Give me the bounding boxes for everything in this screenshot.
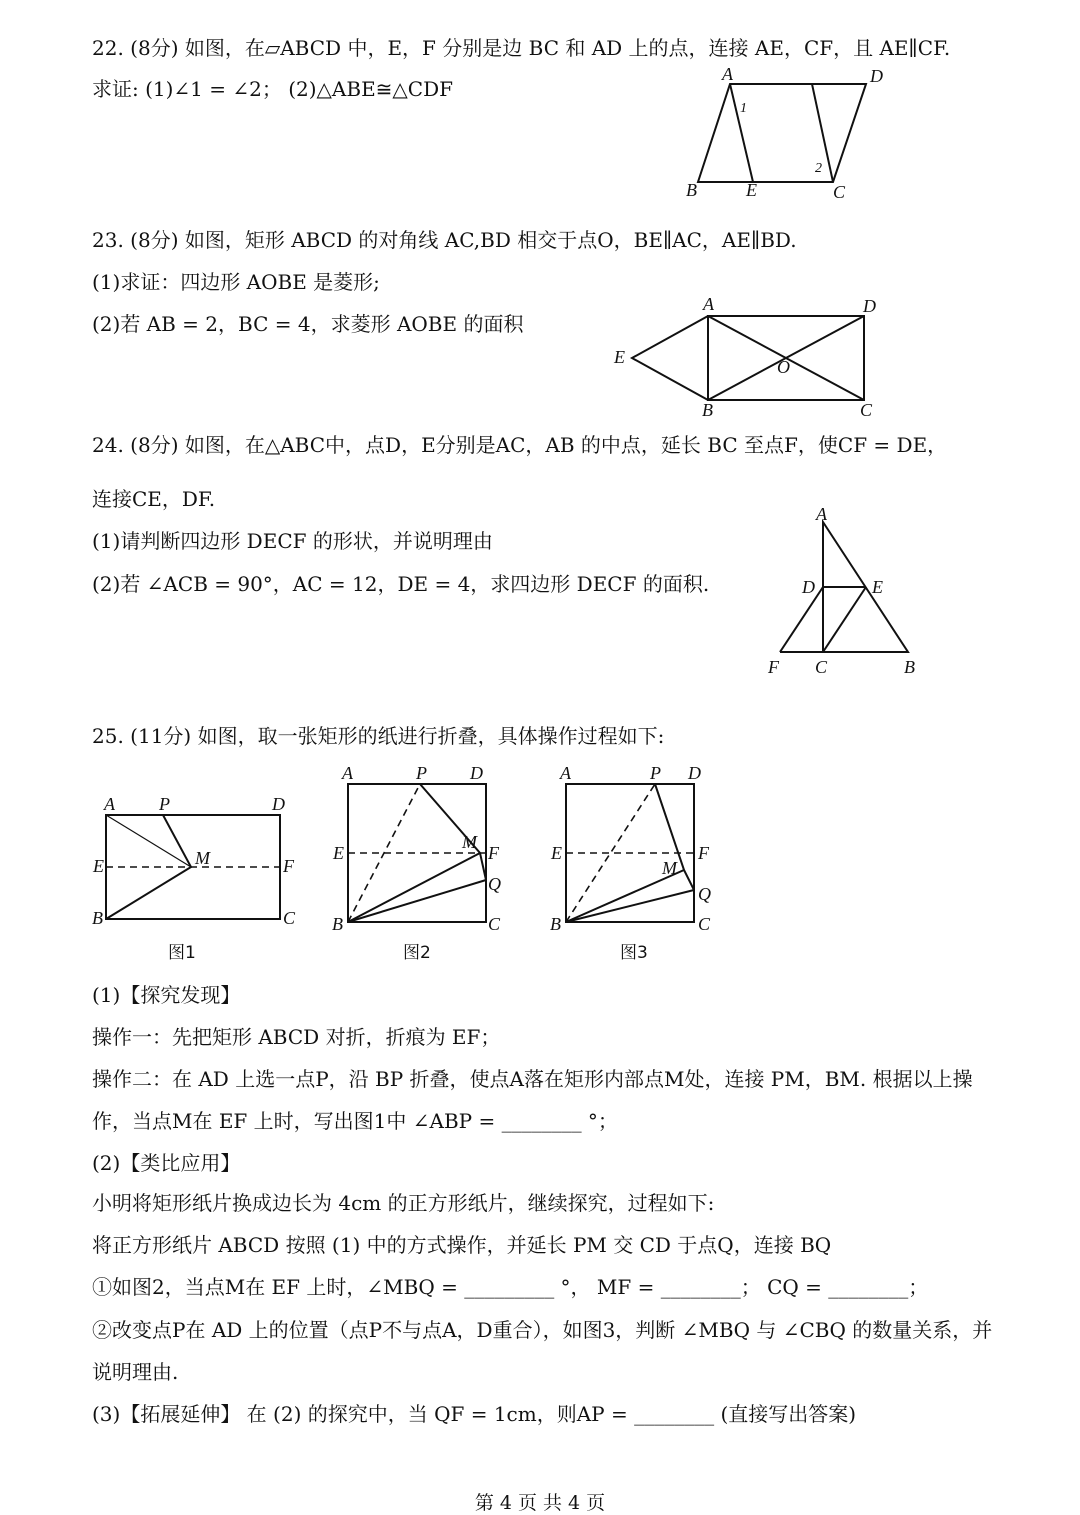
q25-s2a: 小明将矩形纸片换成边长为 4cm 的正方形纸片，继续探究，过程如下:	[92, 1191, 715, 1215]
q25-figure-1	[88, 790, 308, 970]
segments-ae-be	[632, 316, 708, 400]
q25-op2b: 作，当点M在 EF 上时，写出图1中 ∠ABP = ________ °；	[92, 1109, 618, 1133]
label-f: F	[698, 843, 709, 863]
label-b: B	[904, 657, 915, 677]
figure-2-caption: 图2	[403, 943, 431, 963]
label-f: F	[768, 657, 779, 677]
label-c: C	[860, 400, 873, 420]
label-e: E	[872, 577, 883, 597]
label-d: D	[802, 577, 815, 597]
label-c: C	[283, 908, 296, 928]
label-p: P	[650, 763, 661, 783]
q25-s2e: 说明理由.	[92, 1360, 179, 1384]
label-c: C	[488, 914, 501, 934]
q25-s3: (3)【拓展延伸】 在 (2) 的探究中，当 QF = 1cm，则AP = ________ (直接写出答案)	[92, 1402, 857, 1426]
label-d: D	[272, 794, 285, 814]
label-b: B	[702, 400, 713, 420]
q24-part1: (1)请判断四边形 DECF 的形状，并说明理由	[92, 529, 493, 553]
label-d: D	[863, 296, 876, 316]
label-f: F	[283, 856, 294, 876]
label-o: O	[777, 357, 790, 377]
q24-line1: 24. (8分) 如图，在△ABC中，点D，E分别是AC，AB 的中点，延长 BC 至点F，使CF = DE，	[92, 433, 948, 457]
label-e: E	[333, 843, 344, 863]
q25-s2c: ①如图2，当点M在 EF 上时，∠MBQ = _________ °， MF = ________； CQ = ________；	[92, 1275, 929, 1299]
label-m: M	[662, 858, 677, 878]
q22-line1: 22. (8分) 如图，在▱ABCD 中，E，F 分别是边 BC 和 AD 上的点，连接 AE，CF，且 AE∥CF.	[92, 36, 951, 60]
label-d: D	[688, 763, 701, 783]
label-e: E	[614, 347, 625, 367]
label-a: A	[560, 763, 571, 783]
figure-3-caption: 图3	[620, 943, 648, 963]
label-b: B	[686, 180, 697, 200]
page-footer: 第 4 页 共 4 页	[474, 1492, 606, 1514]
q23-figure	[606, 292, 886, 422]
label-d: D	[470, 763, 483, 783]
figure-1-caption: 图1	[168, 943, 196, 963]
q25-sec2-title: (2)【类比应用】	[92, 1151, 241, 1175]
label-f: F	[488, 843, 499, 863]
label-a: A	[816, 504, 827, 524]
label-e: E	[93, 856, 104, 876]
label-m: M	[195, 848, 210, 868]
label-e: E	[746, 180, 757, 200]
label-c: C	[698, 914, 711, 934]
q23-part2: (2)若 AB = 2，BC = 4，求菱形 AOBE 的面积	[92, 312, 524, 336]
segment-ce	[823, 587, 866, 652]
label-q: Q	[698, 884, 711, 904]
segment-am	[106, 815, 191, 867]
q24-figure	[760, 500, 930, 680]
q25-figure-3	[548, 762, 728, 972]
segment-ae	[730, 84, 753, 182]
label-a: A	[342, 763, 353, 783]
label-m: M	[462, 832, 477, 852]
q24-line2: 连接CE，DF.	[92, 487, 216, 511]
label-d: D	[870, 66, 883, 86]
q22-line2: 求证: (1)∠1 = ∠2； (2)△ABE≅△CDF	[92, 77, 454, 101]
q25-figure-2	[330, 762, 510, 972]
q25-sec1-title: (1)【探究发现】	[92, 983, 241, 1007]
label-b: B	[332, 914, 343, 934]
q22-figure	[680, 64, 890, 207]
angle-1-label: 1	[740, 101, 747, 116]
label-a: A	[703, 294, 714, 314]
q23-part1: (1)求证：四边形 AOBE 是菱形;	[92, 270, 380, 294]
label-q: Q	[488, 874, 501, 894]
q25-s2d: ②改变点P在 AD 上的位置（点P不与点A，D重合），如图3，判断 ∠MBQ 与 ∠CBQ 的数量关系，并	[92, 1318, 993, 1342]
q23-line1: 23. (8分) 如图，矩形 ABCD 的对角线 AC,BD 相交于点O，BE∥AC，AE∥BD.	[92, 228, 797, 252]
angle-2-label: 2	[815, 161, 822, 176]
label-p: P	[416, 763, 427, 783]
label-c: C	[815, 657, 828, 677]
q25-op1: 操作一：先把矩形 ABCD 对折，折痕为 EF；	[92, 1025, 501, 1049]
label-a: A	[722, 64, 733, 84]
q25-line1: 25. (11分) 如图，取一张矩形的纸进行折叠，具体操作过程如下:	[92, 724, 665, 748]
q25-s2b: 将正方形纸片 ABCD 按照 (1) 中的方式操作，并延长 PM 交 CD 于点Q，连接 BQ	[92, 1233, 832, 1257]
label-p: P	[159, 794, 170, 814]
label-c: C	[833, 182, 846, 202]
q24-part2: (2)若 ∠ACB = 90°，AC = 12，DE = 4，求四边形 DECF 的面积.	[92, 572, 710, 596]
label-b: B	[550, 914, 561, 934]
parallelogram-abcd	[698, 84, 866, 182]
label-e: E	[551, 843, 562, 863]
q25-op2a: 操作二：在 AD 上选一点P，沿 BP 折叠，使点A落在矩形内部点M处，连接 PM，BM. 根据以上操	[92, 1067, 973, 1091]
label-b: B	[92, 908, 103, 928]
label-a: A	[104, 794, 115, 814]
